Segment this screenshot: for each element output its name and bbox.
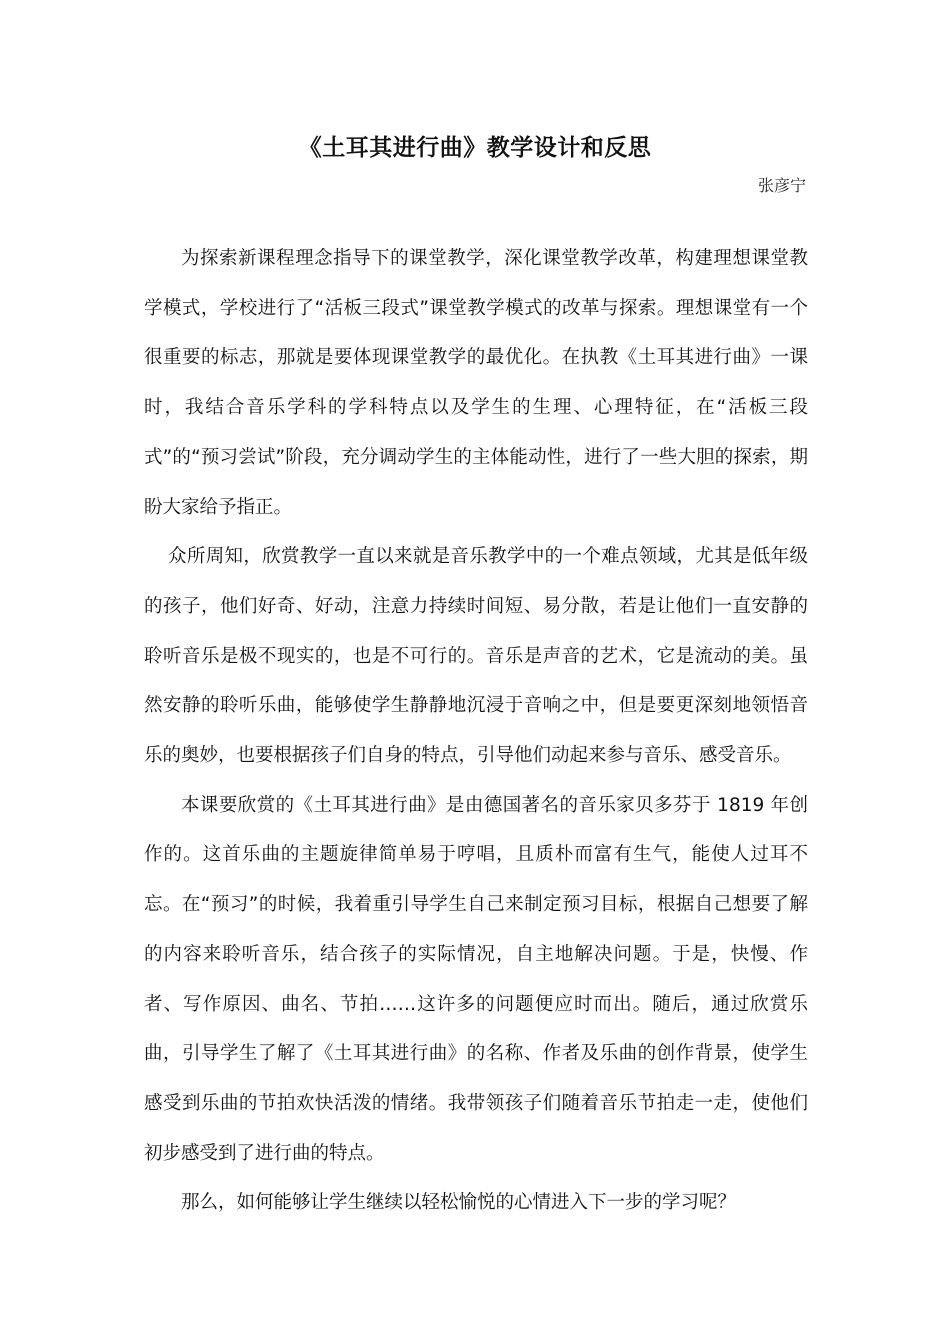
paragraph: 本课要欣赏的《土耳其进行曲》是由德国著名的音乐家贝多芬于 1819 年创作的。这首乐曲的主题旋律简单易于哼唱，且质朴而富有生气，能使人过耳不忘。在“预习”的时候，我着重引导学生自己来制定预习目标，根据自己想要了解的内容来聆听音乐，结合孩子的实际情况，自主地解决问题。于是，快慢、作者、写作原因、曲名、节拍……这许多的问题便应时而出。随后，通过欣赏乐曲，引导学生了解了《土耳其进行曲》的名称、作者及乐曲的创作背景，使学生感受到乐曲的节拍欢快活泼的情绪。我带领孩子们随着音乐节拍走一走，使他们初步感受到了进行曲的特点。 bbox=[144, 794, 808, 1164]
paragraph: 那么，如何能够让学生继续以轻松愉悦的心情进入下一步的学习呢？ bbox=[181, 1192, 737, 1214]
author-name: 张彦宁 bbox=[757, 176, 806, 195]
paragraph: 为探索新课程理念指导下的课堂教学，深化课堂教学改革，构建理想课堂教学模式，学校进行了“活板三段式”课堂教学模式的改革与探索。理想课堂有一个很重要的标志，那就是要体现课堂教学的最优化。在执教《土耳其进行曲》一课时，我结合音乐学科的学科特点以及学生的生理、心理特征，在“活板三段式”的“预习尝试”阶段，充分调动学生的主体能动性，进行了一些大胆的探索，期盼大家给予指正。 bbox=[144, 248, 808, 518]
document-body bbox=[144, 234, 808, 1228]
document-title: 《土耳其进行曲》教学设计和反思 bbox=[298, 134, 652, 161]
paragraph: 众所周知，欣赏教学一直以来就是音乐教学中的一个难点领域，尤其是低年级的孩子，他们好奇、好动，注意力持续时间短、易分散，若是让他们一直安静的聆听音乐是极不现实的，也是不可行的。音乐是声音的艺术，它是流动的美。虽然安静的聆听乐曲，能够使学生静静地沉浸于音响之中，但是要更深刻地领悟音乐的奥妙，也要根据孩子们自身的特点，引导他们动起来参与音乐、感受音乐。 bbox=[144, 546, 808, 767]
